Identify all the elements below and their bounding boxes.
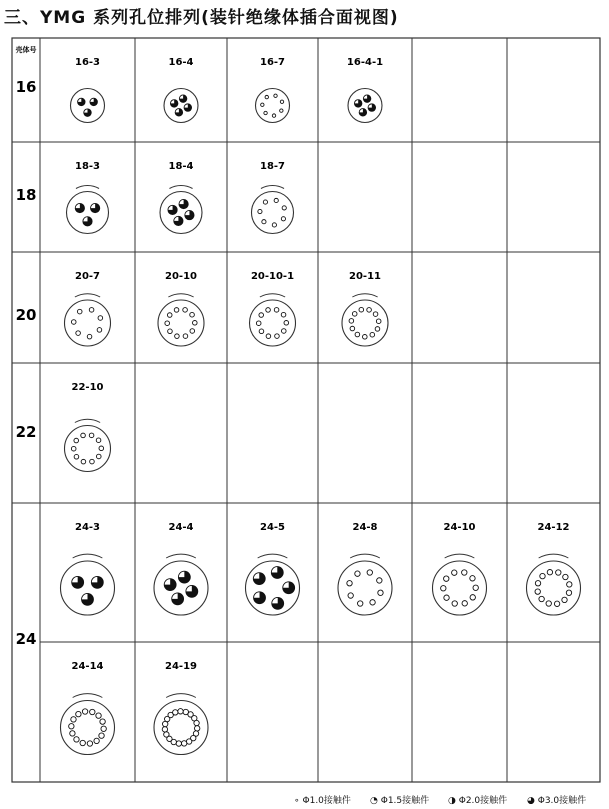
- keyway-arc: [261, 186, 284, 189]
- contact-pin: [566, 590, 571, 595]
- contact-pin: [347, 581, 352, 586]
- layout-code-label: 18-3: [74, 161, 101, 172]
- keyway-arc: [350, 554, 380, 558]
- contact-pin: [81, 433, 86, 438]
- contact-pin: [89, 433, 94, 438]
- contact-pin: [370, 332, 375, 337]
- contact-pin: [90, 459, 95, 464]
- contact-pin: [275, 334, 280, 339]
- keyway-arc: [260, 294, 285, 297]
- contact-pin: [462, 570, 467, 575]
- layout-code-label: 20-10-1: [250, 271, 295, 282]
- contact-pin: [444, 576, 449, 581]
- contact-pin: [378, 590, 383, 595]
- contact-pin: [99, 446, 104, 451]
- keyway-arc: [168, 294, 193, 297]
- contact-pin: [367, 308, 372, 313]
- layout-code-label: 16-7: [259, 57, 286, 68]
- contact-pin: [256, 321, 261, 326]
- keyway-arc: [166, 554, 196, 558]
- layout-code-label: 16-4-1: [346, 57, 384, 68]
- medium-contact-icon: ◔: [370, 796, 378, 806]
- contact-pin: [363, 334, 368, 339]
- contact-pin: [452, 570, 457, 575]
- contact-pin: [194, 720, 199, 725]
- shell-header: 壳体号: [15, 46, 37, 54]
- contact-pin: [562, 597, 567, 602]
- contact-pin: [266, 308, 271, 313]
- contact-pin: [355, 332, 360, 337]
- contact-pin: [375, 327, 380, 332]
- contact-pin: [164, 732, 169, 737]
- contact-pin: [76, 711, 81, 716]
- layout-code-label: 24-4: [168, 522, 194, 533]
- connector-face: [71, 89, 105, 123]
- contact-pin: [74, 454, 79, 459]
- contact-pin: [70, 731, 75, 736]
- contact-pin: [99, 733, 104, 738]
- contact-pin: [258, 209, 262, 213]
- shell-number: 18: [15, 186, 37, 204]
- contact-pin: [89, 308, 94, 313]
- contact-pin: [262, 220, 266, 224]
- legend-half-contact: ◑ Φ2.0接触件: [448, 796, 508, 806]
- contact-pin: [281, 217, 285, 221]
- contact-pin: [87, 334, 92, 339]
- large-filled-contact-icon: ◕: [527, 796, 535, 806]
- connector-face: [61, 561, 115, 615]
- contact-pin: [470, 595, 475, 600]
- layout-code-label: 20-10: [165, 271, 197, 282]
- contact-pin: [546, 601, 551, 606]
- keyway-arc: [169, 186, 192, 189]
- contact-pin: [168, 329, 173, 334]
- small-contact-icon: ∘: [294, 796, 300, 806]
- contact-pin: [174, 308, 179, 313]
- contact-pin: [74, 438, 79, 443]
- contact-pin: [280, 109, 283, 112]
- contact-pin: [77, 309, 82, 314]
- layout-code-label: 22-10: [71, 382, 104, 393]
- legend-medium-contact: ◔ Φ1.5接触件: [370, 796, 430, 806]
- shell-number: 16: [15, 78, 37, 96]
- contact-pin: [162, 727, 167, 732]
- contact-pin: [74, 737, 79, 742]
- half-filled-contact-icon: ◑: [448, 796, 456, 806]
- contact-pin: [165, 321, 170, 326]
- contact-pin: [563, 574, 568, 579]
- keyway-arc: [73, 694, 103, 698]
- contact-pin: [535, 581, 540, 586]
- contact-pin: [100, 719, 105, 724]
- contact-pin: [470, 576, 475, 581]
- contact-pin: [281, 312, 286, 317]
- contact-pin: [94, 738, 99, 743]
- contact-pin: [376, 319, 381, 324]
- contact-pin: [263, 200, 267, 204]
- contact-pin: [96, 454, 101, 459]
- contact-pin: [274, 308, 279, 313]
- legend-small-contact: ∘ Φ1.0接触件: [294, 796, 351, 806]
- contact-pin: [280, 100, 283, 103]
- contact-pin: [259, 313, 264, 318]
- contact-pin: [87, 741, 92, 746]
- shell-number: 24: [15, 630, 37, 648]
- keyway-arc: [539, 554, 569, 558]
- contact-pin: [272, 114, 275, 117]
- keyway-arc: [73, 554, 103, 558]
- layout-code-label: 24-19: [165, 661, 197, 672]
- contact-pin: [547, 570, 552, 575]
- contact-pin: [259, 329, 264, 334]
- contact-pin: [80, 740, 85, 745]
- contact-pin: [462, 601, 467, 606]
- contact-pin: [96, 713, 101, 718]
- contact-pin: [69, 724, 74, 729]
- contact-pin: [90, 709, 95, 714]
- contact-pin: [348, 593, 353, 598]
- contact-pin: [274, 94, 277, 97]
- contact-pin: [355, 571, 360, 576]
- contact-pin: [567, 582, 572, 587]
- contact-pin: [167, 313, 172, 318]
- keyway-arc: [445, 554, 475, 558]
- connector-face: [348, 89, 382, 123]
- contact-pin: [76, 331, 81, 336]
- contact-pin: [192, 321, 197, 326]
- layout-code-label: 16-4: [168, 57, 194, 68]
- contact-pin: [282, 206, 286, 210]
- contact-pin: [377, 578, 382, 583]
- contact-pin: [473, 585, 478, 590]
- layout-code-label: 24-12: [537, 522, 570, 533]
- contact-pin: [452, 601, 457, 606]
- contact-pin: [540, 573, 545, 578]
- contact-pin: [441, 586, 446, 591]
- layout-code-label: 18-7: [259, 161, 286, 172]
- legend-large-contact: ◕ Φ3.0接触件: [527, 796, 587, 806]
- contact-pin: [535, 589, 540, 594]
- contact-pin: [444, 595, 449, 600]
- contact-pin: [539, 596, 544, 601]
- contact-pin: [190, 312, 195, 317]
- layout-code-label: 24-5: [259, 522, 286, 533]
- connector-face: [164, 89, 198, 123]
- contact-pin: [261, 103, 264, 106]
- contact-pin: [181, 741, 186, 746]
- contact-pin: [265, 95, 268, 98]
- contact-pin: [71, 717, 76, 722]
- contact-pin: [71, 446, 76, 451]
- shell-number: 20: [15, 306, 37, 324]
- layout-code-label: 16-3: [74, 57, 101, 68]
- contact-pin: [194, 726, 199, 731]
- contact-pin: [82, 709, 87, 714]
- contact-pin: [101, 726, 106, 731]
- keyway-arc: [75, 294, 100, 297]
- contact-pin: [284, 321, 289, 326]
- layout-code-label: 18-4: [168, 161, 194, 172]
- contact-pin: [350, 326, 355, 331]
- contact-pin: [281, 329, 286, 334]
- contact-pin: [178, 709, 183, 714]
- contact-pin: [274, 198, 278, 202]
- connector-face: [160, 192, 202, 234]
- connector-face: [154, 561, 208, 615]
- connector-face: [338, 561, 392, 615]
- contact-pin: [183, 334, 188, 339]
- keyway-arc: [76, 186, 99, 189]
- contact-pin: [175, 334, 180, 339]
- contact-pin: [352, 312, 357, 317]
- contact-pin: [98, 316, 103, 321]
- keyway-arc: [75, 419, 100, 422]
- keyway-arc: [258, 554, 288, 558]
- contact-pin: [176, 741, 181, 746]
- contact-pin: [556, 570, 561, 575]
- layout-code-label: 24-10: [443, 522, 476, 533]
- contact-pin: [173, 710, 178, 715]
- connector-face: [527, 561, 581, 615]
- page-title: 三、YMG 系列孔位排列(装针绝缘体插合面视图): [4, 8, 399, 28]
- contact-pin: [183, 308, 188, 313]
- contact-pin: [367, 570, 372, 575]
- contact-pin: [373, 312, 378, 317]
- layout-code-label: 24-8: [352, 522, 378, 533]
- contact-pin: [359, 307, 364, 312]
- contact-pin: [81, 459, 86, 464]
- contact-pin: [358, 601, 363, 606]
- contact-pin: [71, 320, 76, 325]
- layout-code-label: 24-3: [74, 522, 101, 533]
- layout-code-label: 20-11: [349, 271, 381, 282]
- layout-code-label: 20-7: [74, 271, 101, 282]
- contact-pin: [266, 334, 271, 339]
- connector-face: [67, 192, 109, 234]
- contact-pin: [349, 319, 354, 324]
- layout-code-label: 24-14: [71, 661, 104, 672]
- contact-pin: [264, 111, 267, 114]
- shell-number: 22: [15, 423, 37, 441]
- contact-pin: [97, 328, 102, 333]
- contact-pin: [96, 438, 101, 443]
- contact-pin: [272, 223, 276, 227]
- contact-pin: [370, 600, 375, 605]
- keyway-arc: [166, 694, 196, 698]
- keyway-arc: [352, 294, 377, 297]
- contact-pin: [554, 601, 559, 606]
- contact-pin: [190, 329, 195, 334]
